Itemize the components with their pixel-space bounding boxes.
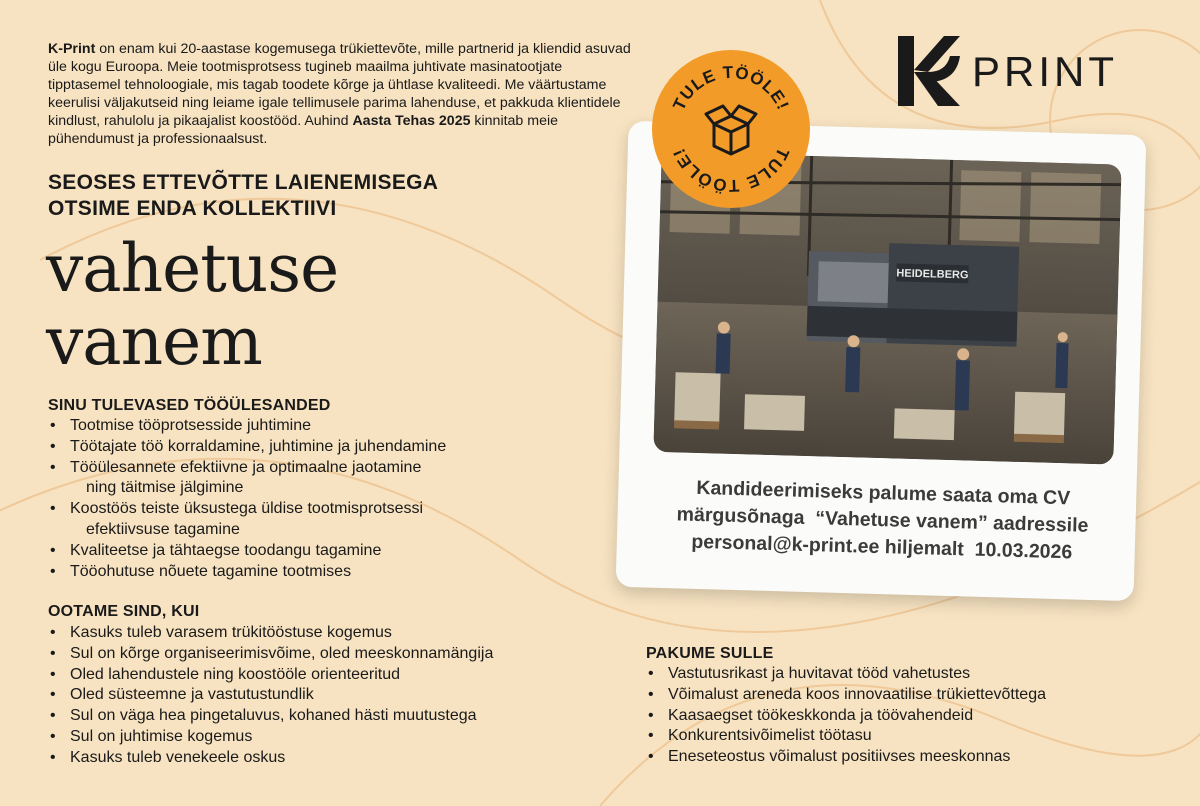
headline-line-2: OTSIME ENDA KOLLEKTIIVI (48, 197, 337, 220)
list-item: • Oled lahendustele ning koostööle orienteeritud (48, 665, 608, 686)
list-item: • Vastutusrikast ja huvitavat tööd vahetustes (646, 664, 1166, 685)
logo-wordmark: PRINT (972, 48, 1118, 95)
tasks-heading: SINU TULEVASED TÖÖÜLESANDED (48, 397, 331, 414)
tasks-list (48, 416, 588, 582)
list-item: • Konkurentsivõimelist töötasu (646, 726, 1166, 747)
job-title-line-2: vanem (46, 303, 262, 380)
join-us-badge (652, 50, 810, 208)
intro-award: Aasta Tehas 2025 (352, 113, 471, 129)
intro-text-end: kinnitab meie pühendumust ja professionaalsust. (48, 113, 559, 147)
list-item: • Koostöös teiste üksustega üldise tootmisprotsessi (48, 499, 588, 520)
offer-heading: PAKUME SULLE (646, 645, 774, 662)
list-item: • Sul on väga hea pingetaluvus, kohaned hästi muutustega (48, 706, 608, 727)
list-item: • Eneseteostus võimalust positiivses meeskonnas (646, 747, 1166, 768)
headline-line-1: SEOSES ETTEVÕTTE LAIENEMISEGA (48, 171, 439, 194)
list-item: • Kasuks tuleb venekeele oskus (48, 748, 608, 769)
intro-brand: K-Print (48, 41, 96, 57)
expansion-headline (48, 170, 608, 222)
k-logo-icon (898, 36, 960, 106)
application-line-2: märgusõnaga “Vahetuse vanem” aadressile (676, 503, 1089, 537)
list-item: • Kaasaegset töökeskkonda ja töövahendeid (646, 706, 1166, 727)
list-item: • Tootmise tööprotsesside juhtimine (48, 416, 588, 437)
list-item: • Tööülesannete efektiivne ja optimaalne jaotamine (48, 458, 588, 479)
application-instructions (647, 474, 1119, 568)
list-item: • Töötajate töö korraldamine, juhtimine ja juhendamine (48, 437, 588, 458)
machine-label: HEIDELBERG (896, 267, 969, 282)
list-item: • Sul on juhtimise kogemus (48, 727, 608, 748)
list-item-continuation: efektiivsuse tagamine (86, 520, 240, 538)
intro-text: on enam kui 20-aastase kogemusega trükiettevõte, mille partnerid ja kliendid asuvad üle kogu Euroopa. Meie tootmisprotsess tugineb maailma juhtivate masinatootjate tipptasemel tehnoloogiale, mis tagab toodete kõrge ja ühtlase kvaliteedi. Me väärtustame keerulisi väljakutseid ning leiame igale tellimusele parima lahenduse, et pakkuda klientidele kindlust, rahulolu ja pikaajalist koostööd. Auhind (48, 41, 631, 129)
requirements-list (48, 623, 608, 769)
list-item: • Kasuks tuleb varasem trükitööstuse kogemus (48, 623, 608, 644)
badge-graphic (652, 50, 810, 208)
offer-list (646, 664, 1166, 768)
list-item-continuation: ning täitmise jälgimine (86, 479, 244, 497)
company-intro (48, 40, 638, 148)
list-item: • Oled süsteemne ja vastutustundlik (48, 685, 608, 706)
job-title (46, 232, 606, 378)
list-item: • Võimalust areneda koos innovaatilise trükiettevõttega (646, 685, 1166, 706)
k-print-logo (898, 36, 1148, 106)
box-icon (706, 106, 756, 154)
job-title-line-1: vahetuse (46, 230, 339, 307)
application-line-1: Kandideerimiseks palume saata oma CV (696, 476, 1071, 510)
requirements-heading: OOTAME SIND, KUI (48, 603, 200, 620)
application-line-3: personal@k-print.ee hiljemalt 10.03.2026 (691, 530, 1073, 564)
list-item: • Tööohutuse nõuete tagamine tootmises (48, 562, 588, 583)
badge-text-bottom: TULE TÖÖLE! (669, 144, 793, 196)
badge-text-top: TULE TÖÖLE! (669, 62, 793, 114)
press-machine (807, 241, 1020, 347)
list-item: • Kvaliteetse ja tähtaegse toodangu tagamine (48, 541, 588, 562)
list-item: • Sul on kõrge organiseerimisvõime, oled meeskonnamängija (48, 644, 608, 665)
